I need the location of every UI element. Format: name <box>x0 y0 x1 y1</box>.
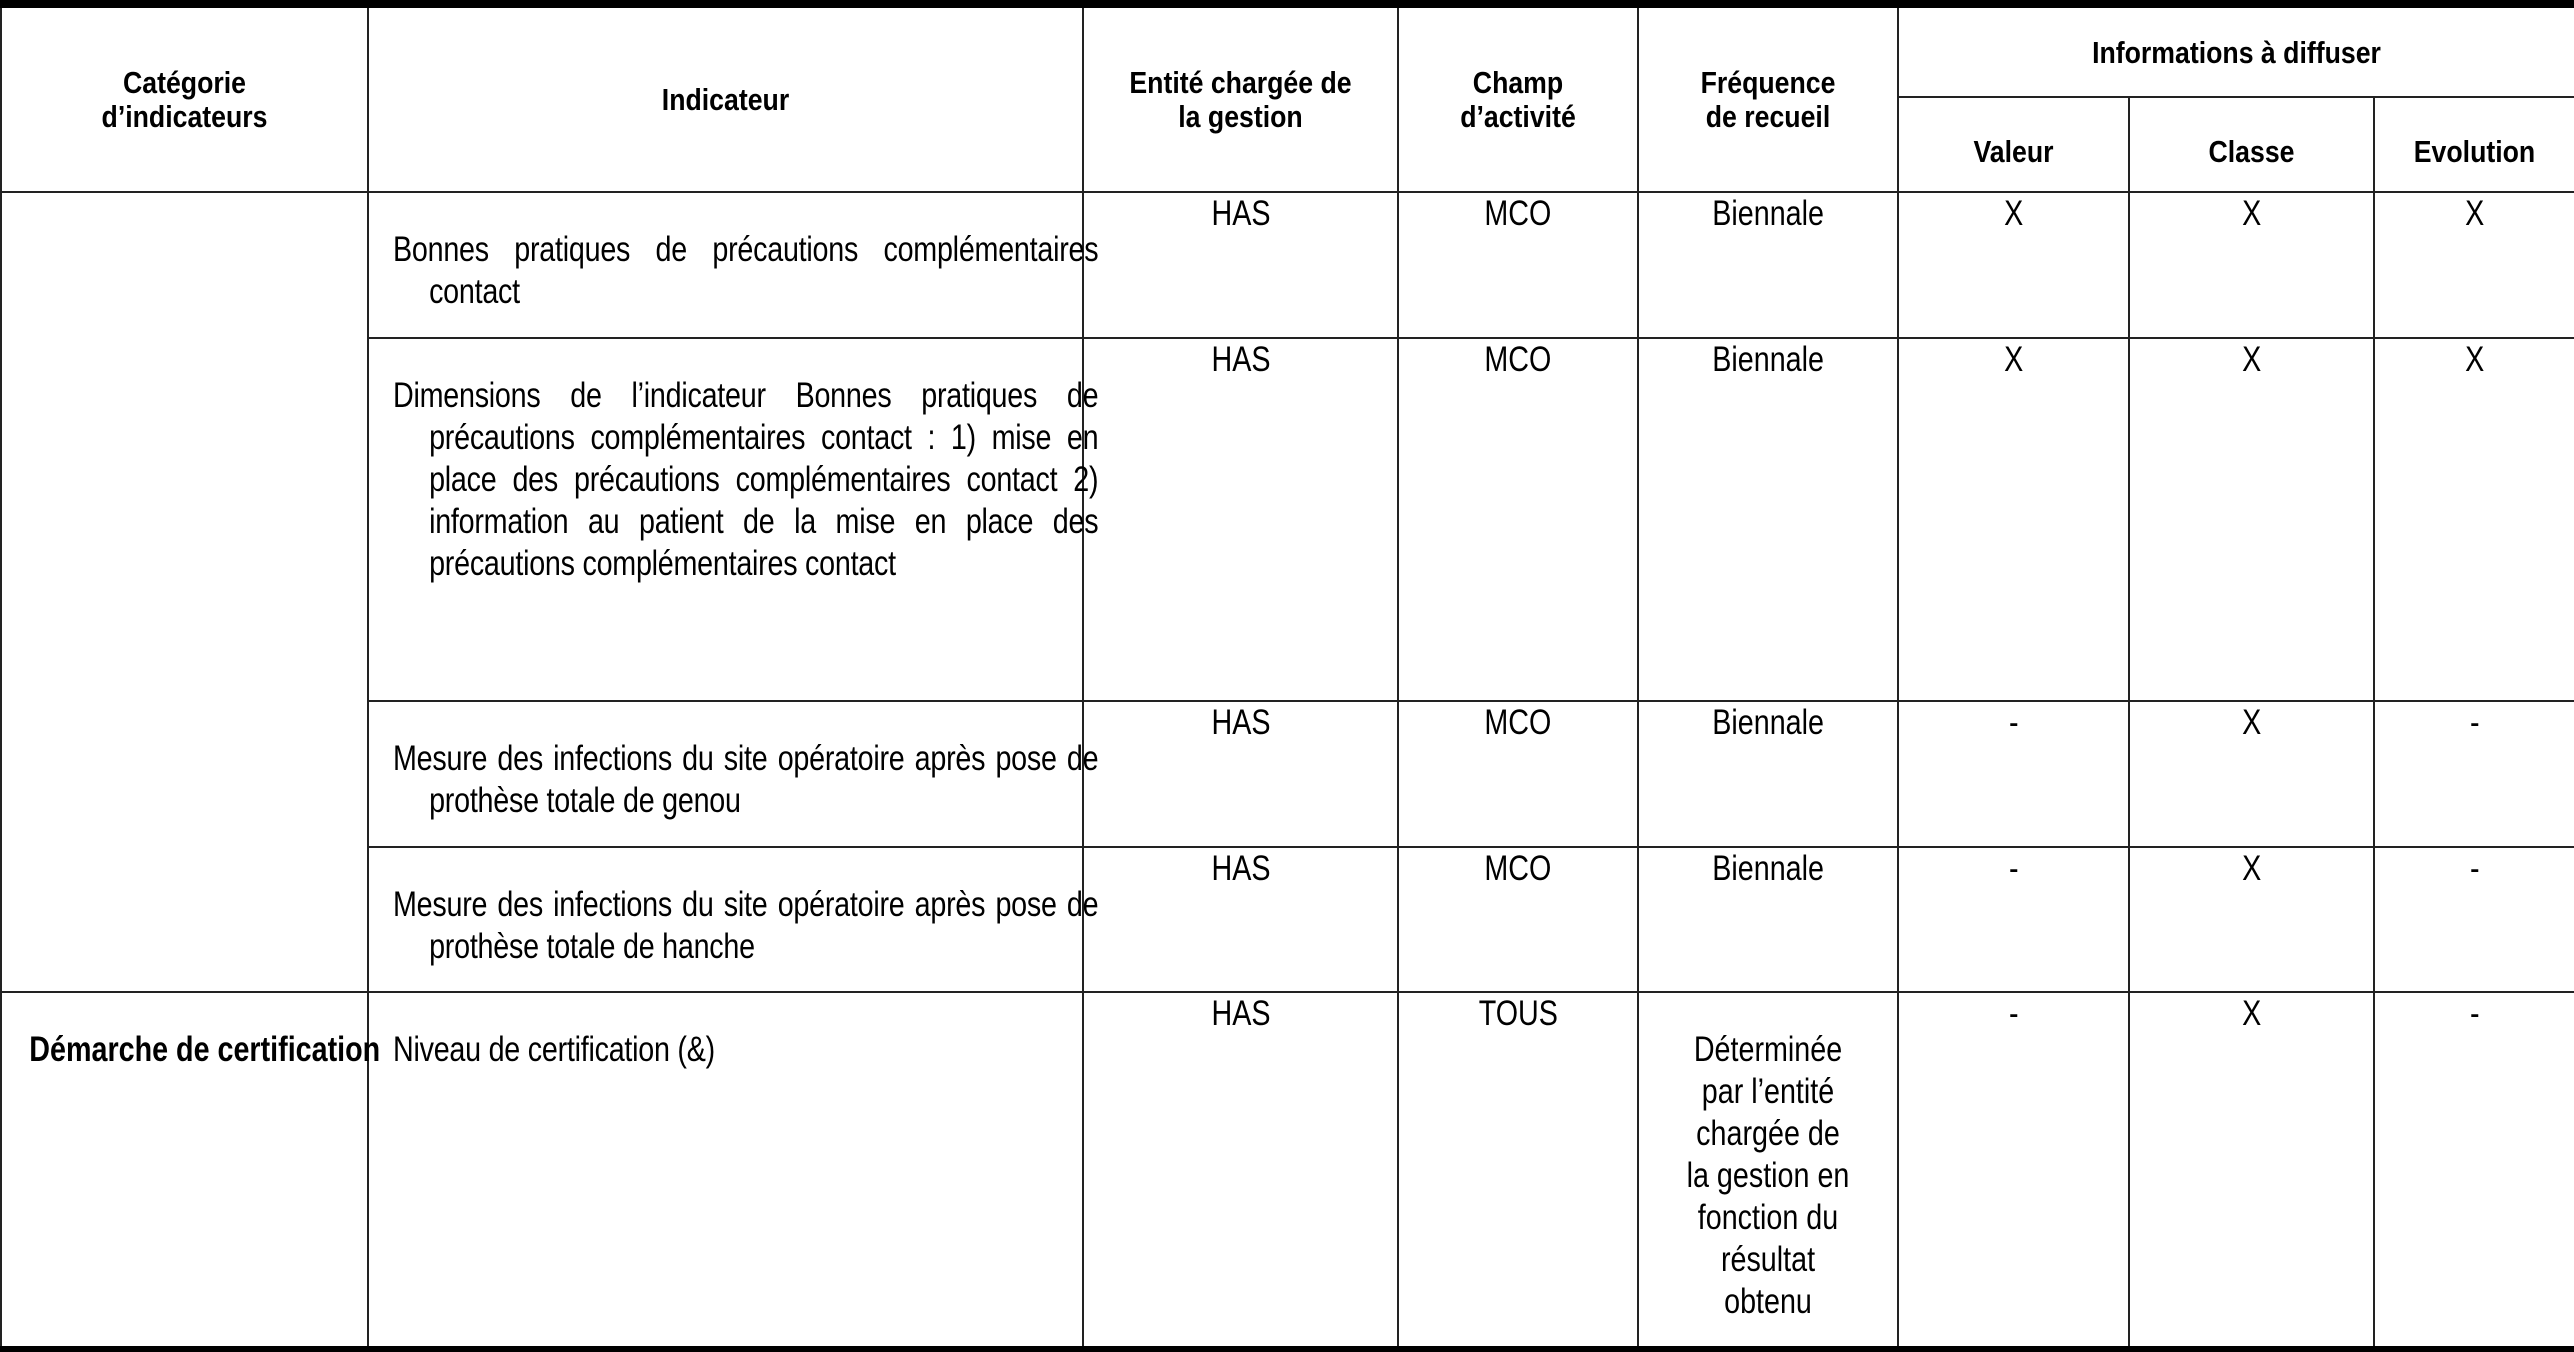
category-cell <box>1 192 368 992</box>
field-cell: MCO <box>1398 701 1638 846</box>
header-category: Catégorie d’indicateurs <box>27 4 343 192</box>
field-cell: MCO <box>1398 192 1638 338</box>
header-field: Champ d’activité <box>1415 4 1621 192</box>
table-row <box>1 701 2574 846</box>
entity-cell: HAS <box>1083 338 1398 701</box>
classe-cell: X <box>2129 338 2374 701</box>
valeur-cell: X <box>1898 338 2129 701</box>
header-frequency: Fréquence de recueil <box>1656 4 1880 192</box>
valeur-cell: - <box>1898 701 2129 846</box>
frequency-cell: Biennale <box>1638 192 1898 338</box>
frequency-cell: Déterminée par l’entité chargée de la gestion en fonction du résultat obtenu <box>1638 992 1898 1349</box>
indicator-cell: Niveau de certification (&) <box>368 992 1083 1349</box>
field-cell: TOUS <box>1398 992 1638 1349</box>
indicator-cell: Mesure des infections du site opératoire après pose de prothèse totale de hanche <box>368 847 1083 992</box>
frequency-cell: Biennale <box>1638 847 1898 992</box>
category-cell: Démarche de certification <box>1 992 368 1349</box>
classe-cell: X <box>2129 701 2374 846</box>
classe-cell: X <box>2129 992 2374 1349</box>
table-row <box>1 338 2574 701</box>
evolution-cell: - <box>2374 701 2574 846</box>
indicator-cell: Bonnes pratiques de précautions complémentaires contact <box>368 192 1083 338</box>
header-entity: Entité chargée de la gestion <box>1105 4 1376 192</box>
valeur-cell: X <box>1898 192 2129 338</box>
field-cell: MCO <box>1398 847 1638 992</box>
field-cell: MCO <box>1398 338 1638 701</box>
entity-cell: HAS <box>1083 847 1398 992</box>
frequency-cell: Biennale <box>1638 338 1898 701</box>
table-row <box>1 992 2574 1349</box>
valeur-cell: - <box>1898 992 2129 1349</box>
indicator-cell: Dimensions de l’indicateur Bonnes pratiques de précautions complémentaires contact : 1) mise en place des précautions complémentaires contact 2) information au patient de la mise en place des précautions complémentaires contact <box>368 338 1083 701</box>
frequency-cell: Biennale <box>1638 701 1898 846</box>
indicator-cell: Mesure des infections du site opératoire après pose de prothèse totale de genou <box>368 701 1083 846</box>
valeur-cell: - <box>1898 847 2129 992</box>
evolution-cell: - <box>2374 847 2574 992</box>
header-info-group: Informations à diffuser <box>1945 4 2527 97</box>
header-valeur: Valeur <box>1914 97 2113 192</box>
table-row <box>1 192 2574 338</box>
classe-cell: X <box>2129 847 2374 992</box>
evolution-cell: - <box>2374 992 2574 1349</box>
entity-cell: HAS <box>1083 192 1398 338</box>
table-row <box>1 847 2574 992</box>
entity-cell: HAS <box>1083 701 1398 846</box>
header-indicator: Indicateur <box>418 4 1033 192</box>
entity-cell: HAS <box>1083 992 1398 1349</box>
evolution-cell: X <box>2374 192 2574 338</box>
header-classe: Classe <box>2146 97 2357 192</box>
header-evolution: Evolution <box>2388 97 2561 192</box>
classe-cell: X <box>2129 192 2374 338</box>
evolution-cell: X <box>2374 338 2574 701</box>
